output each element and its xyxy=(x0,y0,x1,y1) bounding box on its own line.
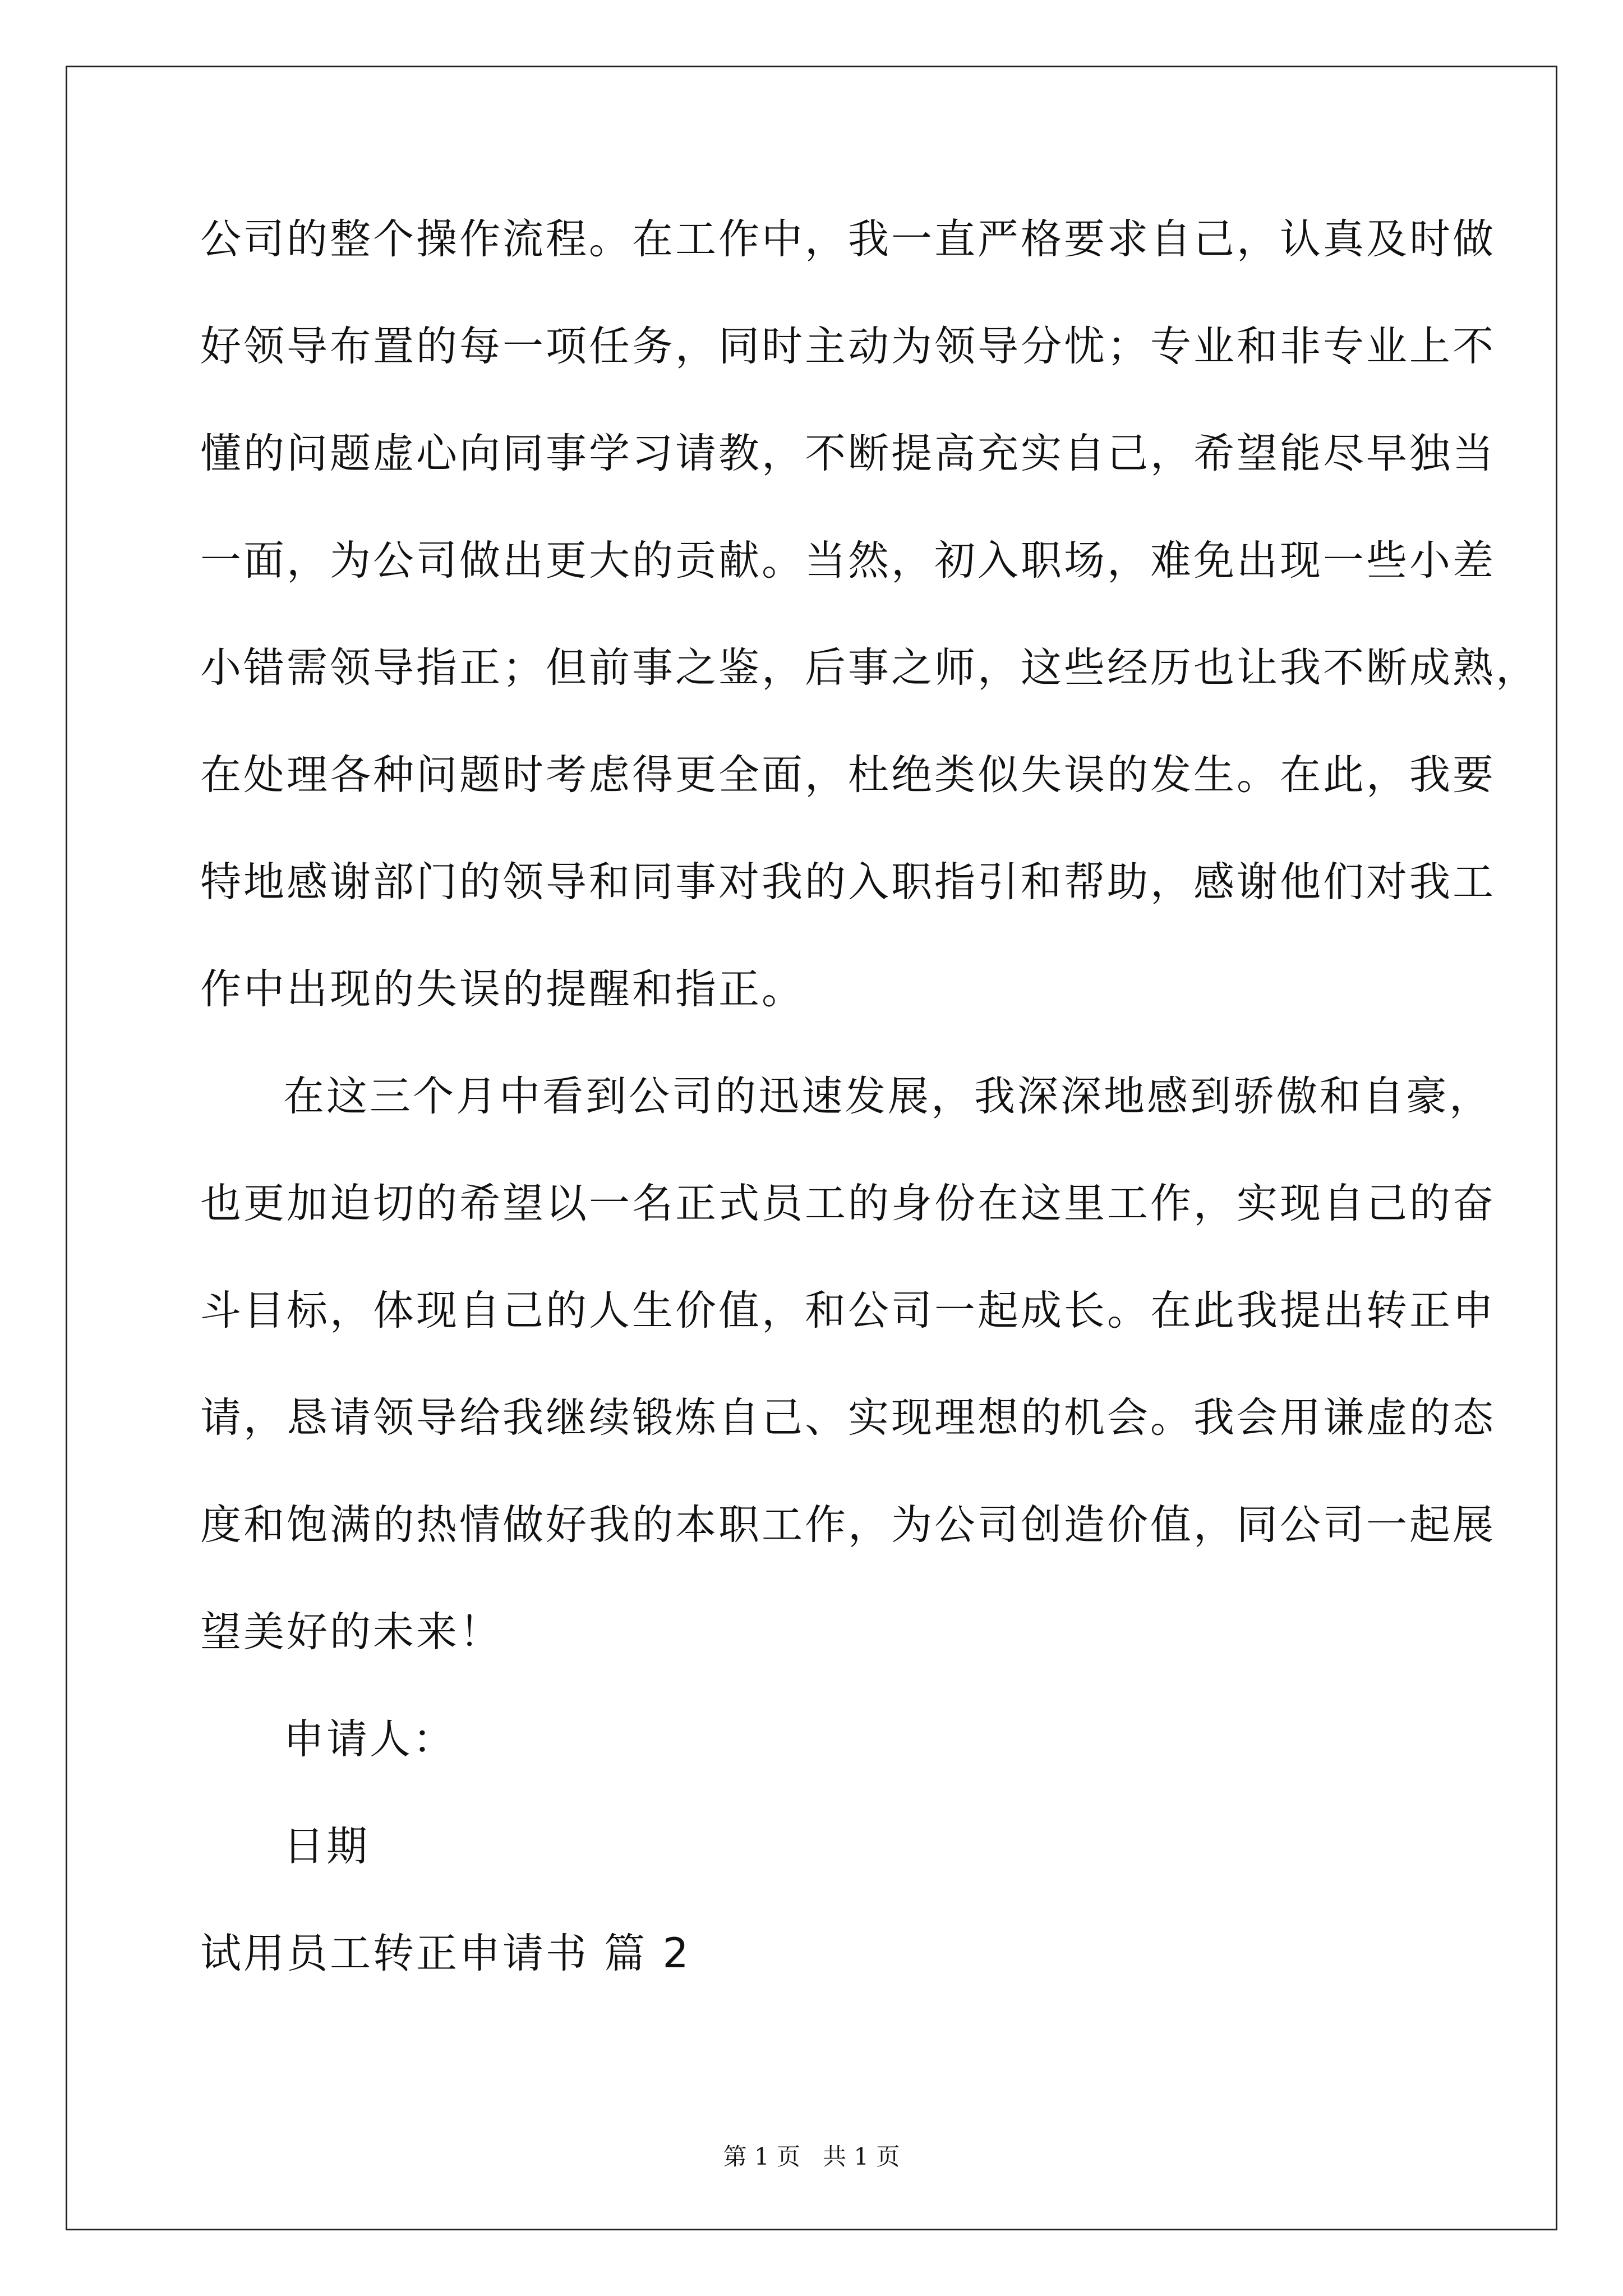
paragraph-line: 在这三个月中看到公司的迅速发展，我深深地感到骄傲和自豪， xyxy=(283,1073,1492,1120)
paragraph-line: 斗目标，体现自己的人生价值，和公司一起成长。在此我提出转正申 xyxy=(200,1287,1496,1335)
paragraph-line: 也更加迫切的希望以一名正式员工的身份在这里工作，实现自己的奋 xyxy=(200,1180,1496,1227)
paragraph-line: 望美好的未来！ xyxy=(200,1608,502,1656)
paragraph-line: 作中出现的失误的提醒和指正。 xyxy=(200,965,805,1013)
paragraph-line: 一面，为公司做出更大的贡献。当然，初入职场，难免出现一些小差 xyxy=(200,537,1496,585)
page-footer xyxy=(0,2138,1623,2172)
paragraph-line: 特地感谢部门的领导和同事对我的入职指引和帮助，感谢他们对我工 xyxy=(200,858,1496,906)
page-total: 共 1 页 xyxy=(823,2143,900,2170)
applicant-label: 申请人： xyxy=(283,1715,456,1763)
paragraph-line: 公司的整个操作流程。在工作中，我一直严格要求自己，认真及时做 xyxy=(200,215,1496,263)
section-heading: 试用员工转正申请书 篇 2 xyxy=(200,1930,691,1977)
paragraph-line: 小错需领导指正；但前事之鉴，后事之师，这些经历也让我不断成熟， xyxy=(200,644,1539,692)
paragraph-line: 请，恳请领导给我继续锻炼自己、实现理想的机会。我会用谦虚的态 xyxy=(200,1394,1496,1442)
paragraph-line: 在处理各种问题时考虑得更全面，杜绝类似失误的发生。在此，我要 xyxy=(200,751,1496,799)
page-number: 第 1 页 xyxy=(723,2143,800,2170)
paragraph-line: 度和饱满的热情做好我的本职工作，为公司创造价值，同公司一起展 xyxy=(200,1501,1496,1549)
paragraph-line: 好领导布置的每一项任务，同时主动为领导分忧；专业和非专业上不 xyxy=(200,323,1496,370)
date-label: 日期 xyxy=(283,1823,370,1870)
document-body xyxy=(200,215,1539,2040)
paragraph-line: 懂的问题虚心向同事学习请教，不断提高充实自己，希望能尽早独当 xyxy=(200,430,1496,477)
